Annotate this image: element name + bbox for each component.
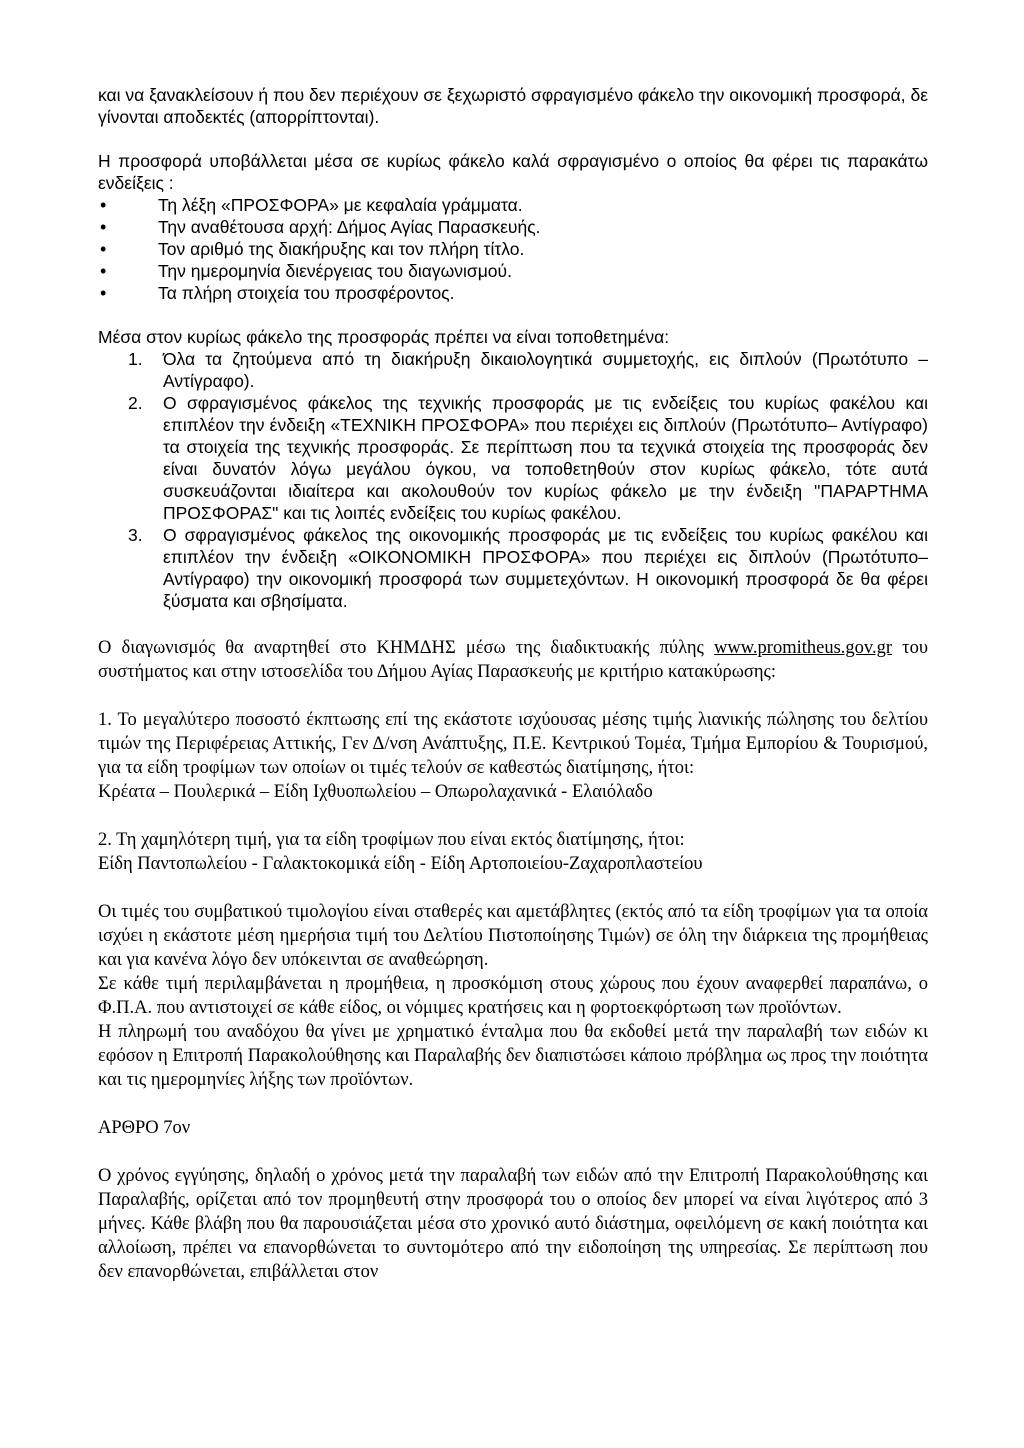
promitheus-link[interactable]: www.promitheus.gov.gr [714,638,892,658]
envelope-markings-list [98,194,928,304]
posting-paragraph [98,636,928,684]
criterion-2-items: Είδη Παντοπωλείου - Γαλακτοκομικά είδη - Είδη Αρτοποιείου-Ζαχαροπλαστείου [98,854,703,874]
sans-section [98,84,928,612]
item-text: Ο σφραγισμένος φάκελος της τεχνικής προσφοράς με τις ενδείξεις του κυρίως φακέλου και επιπλέον την ένδειξη «ΤΕΧΝΙΚΗ ΠΡΟΣΦΟΡΑ» που περιέχει εις διπλούν (Πρωτότυπο– Αντίγραφο) τα στοιχεία της τεχνικής προσφοράς. Σε περίπτωση που τα τεχνικά στοιχεία της προσφοράς δεν είναι δυνατόν λόγω μεγάλου όγκου, να τοποθετηθούν στον κυρίως φάκελο, τότε αυτά συσκευάζονται ιδιαίτερα και ακολουθούν τον κυρίως φάκελο με την ένδειξη "ΠΑΡΑΡΤΗΜΑ ΠΡΟΣΦΟΡΑΣ" και τις λοιπές ενδείξεις του κυρίως φακέλου. [163,393,928,523]
payment-paragraph: Η πληρωμή του αναδόχου θα γίνει με χρηματικό ένταλμα που θα εκδοθεί μετά την παραλαβή των ειδών κι εφόσον η Επιτροπή Παρακολούθησης και Παραλαβής δεν διαπιστώσει κάποιο πρόβλημα ως προς την ποιότητα και τις ημερομηνίες λήξης των προϊόντων. [98,1022,928,1090]
list-item: • Την ημερομηνία διενέργειας του διαγωνισμού. [98,260,928,282]
list-item: • Τη λέξη «ΠΡΟΣΦΟΡΑ» με κεφαλαία γράμματα. [98,194,928,216]
list-item: • Την αναθέτουσα αρχή: Δήμος Αγίας Παρασκευής. [98,216,928,238]
inside-heading: Μέσα στον κυρίως φάκελο της προσφοράς πρέπει να είναι τοποθετημένα: [98,327,670,347]
posting-text-before: Ο διαγωνισμός θα αναρτηθεί στο ΚΗΜΔΗΣ μέσω της διαδικτυακής πύλης [98,638,715,658]
inclusions-paragraph: Σε κάθε τιμή περιλαμβάνεται η προμήθεια, η προσκόμιση στους χώρους που έχουν αναφερθεί παραπάνω, ο Φ.Π.Α. που αντιστοιχεί σε κάθε είδος, οι νόμιμες κρατήσεις και η φορτοεκφόρτωση των προϊόντων. [98,974,928,1018]
item-number: 3. [128,525,143,545]
item-text: Όλα τα ζητούμενα από τη διακήρυξη δικαιολογητικά συμμετοχής, εις διπλούν (Πρωτότυπο – Αντίγραφο). [163,349,928,391]
item-number: 2. [128,393,143,413]
serif-section [98,636,928,1284]
criterion-2-paragraph: 2. Τη χαμηλότερη τιμή, για τα είδη τροφίμων που είναι εκτός διατίμησης, ήτοι: [98,830,685,850]
posting-text-after: του συστήματος και στην ιστοσελίδα του Δήμου Αγίας Παρασκευής με κριτήριο κατακύρωσης: [98,638,928,682]
warranty-paragraph: Ο χρόνος εγγύησης, δηλαδή ο χρόνος μετά την παραλαβή των ειδών από την Επιτροπή Παρακολούθησης και Παραλαβής, ορίζεται από τον προμηθευτή στην προσφορά του ο οποίος δεν μπορεί να είναι λιγότερος από 3 μήνες. Κάθε βλάβη που θα παρουσιάζεται μέσα στο χρονικό αυτό διάστημα, οφειλόμενη σε κακή ποιότητα και αλλοίωση, πρέπει να επανορθώνεται το συντομότερο από την ειδοποίηση της υπηρεσίας. Σε περίπτωση που δεν επανορθώνεται, επιβάλλεται στον [98,1166,928,1282]
list-item: • Τα πλήρη στοιχεία του προσφέροντος. [98,282,928,304]
numbered-item [98,348,928,392]
envelope-contents-list [98,348,928,612]
document-page [98,84,928,1284]
item-text: Ο σφραγισμένος φάκελος της οικονομικής προσφοράς με τις ενδείξεις του κυρίως φακέλου και επιπλέον την ένδειξη «ΟΙΚΟΝΟΜΙΚΗ ΠΡΟΣΦΟΡΑ» που περιέχει εις διπλούν (Πρωτότυπο– Αντίγραφο) την οικονομική προσφορά των συμμετεχόντων. Η οικονομική προσφορά δε θα φέρει ξύσματα και σβησίματα. [163,525,928,611]
criterion-1-paragraph: 1. Το μεγαλύτερο ποσοστό έκπτωσης επί της εκάστοτε ισχύουσας μέσης τιμής λιανικής πώλησης του δελτίου τιμών της Περιφέρειας Αττικής, Γεν Δ/νση Ανάπτυξης, Π.Ε. Κεντρικού Τομέα, Τμήμα Εμπορίου & Τουρισμού, για τα είδη τροφίμων των οποίων οι τιμές τελούν σε καθεστώς διατίμησης, ήτοι: [98,710,928,778]
numbered-item [98,524,928,612]
envelope-intro-paragraph: Η προσφορά υποβάλλεται μέσα σε κυρίως φάκελο καλά σφραγισμένο ο οποίος θα φέρει τις παρακάτω ενδείξεις : [98,151,928,193]
criterion-1-items: Κρέατα – Πουλερικά – Είδη Ιχθυοπωλείου – Οπωρολαχανικά - Ελαιόλαδο [98,782,653,802]
intro-paragraph: και να ξανακλείσουν ή που δεν περιέχουν σε ξεχωριστό σφραγισμένο φάκελο την οικονομική προσφορά, δε γίνονται αποδεκτές (απορρίπτονται). [98,85,928,127]
prices-paragraph: Οι τιμές του συμβατικού τιμολογίου είναι σταθερές και αμετάβλητες (εκτός από τα είδη τροφίμων για τα οποία ισχύει η εκάστοτε μέση ημερήσια τιμή του Δελτίου Πιστοποίησης Τιμών) σε όλη την διάρκεια της προμήθειας και για κανένα λόγο δεν υπόκεινται σε αναθεώρηση. [98,902,928,970]
numbered-item [98,392,928,524]
list-item: • Τον αριθμό της διακήρυξης και τον πλήρη τίτλο. [98,238,928,260]
item-number: 1. [128,349,143,369]
article-title: ΑΡΘΡΟ 7ον [98,1118,191,1138]
